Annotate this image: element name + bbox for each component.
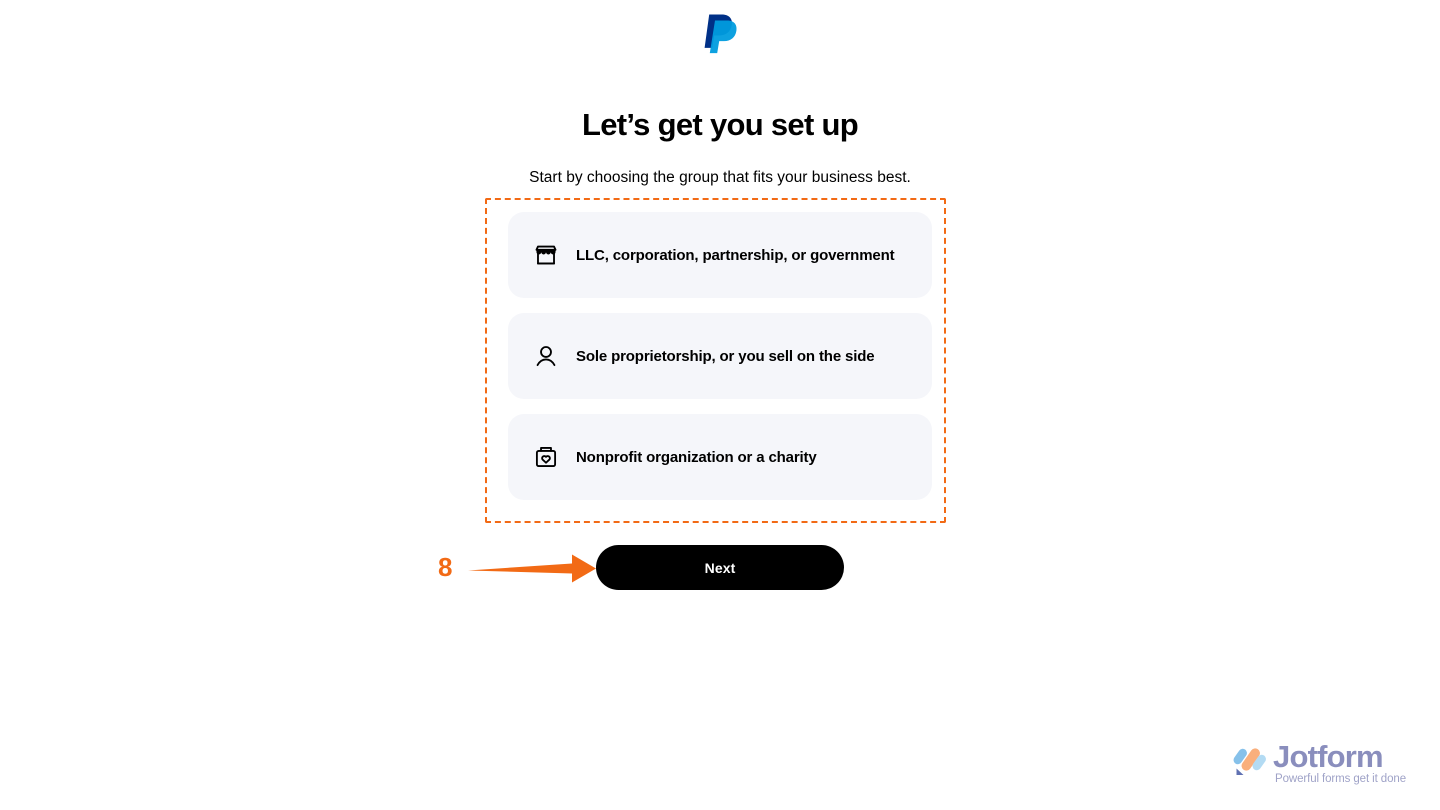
option-card-nonprofit[interactable] — [508, 414, 932, 500]
annotation-arrow-icon — [430, 540, 610, 600]
page-subtitle: Start by choosing the group that fits your business best. — [529, 169, 911, 186]
jotform-watermark-tagline: Powerful forms get it done — [1275, 773, 1406, 785]
page-title: Let’s get you set up — [582, 107, 858, 142]
annotation-step-marker — [430, 540, 610, 600]
jotform-logo-icon — [1231, 742, 1271, 782]
next-button[interactable]: Next — [596, 545, 844, 590]
jotform-watermark — [1231, 740, 1423, 786]
heading-block — [0, 104, 1440, 189]
option-label-sole-proprietor: Sole proprietorship, or you sell on the side — [576, 347, 875, 365]
annotation-step-number: 8 — [438, 552, 453, 582]
storefront-icon — [532, 241, 560, 269]
business-type-options — [508, 212, 932, 500]
option-card-business-entity[interactable] — [508, 212, 932, 298]
option-label-business-entity: LLC, corporation, partnership, or government — [576, 246, 895, 264]
jotform-watermark-title: Jotform — [1273, 739, 1383, 774]
jotform-watermark-text — [1273, 740, 1423, 786]
charity-bag-heart-icon — [532, 443, 560, 471]
person-icon — [532, 342, 560, 370]
paypal-logo-icon — [703, 12, 739, 54]
option-card-sole-proprietor[interactable] — [508, 313, 932, 399]
option-label-nonprofit: Nonprofit organization or a charity — [576, 448, 817, 466]
